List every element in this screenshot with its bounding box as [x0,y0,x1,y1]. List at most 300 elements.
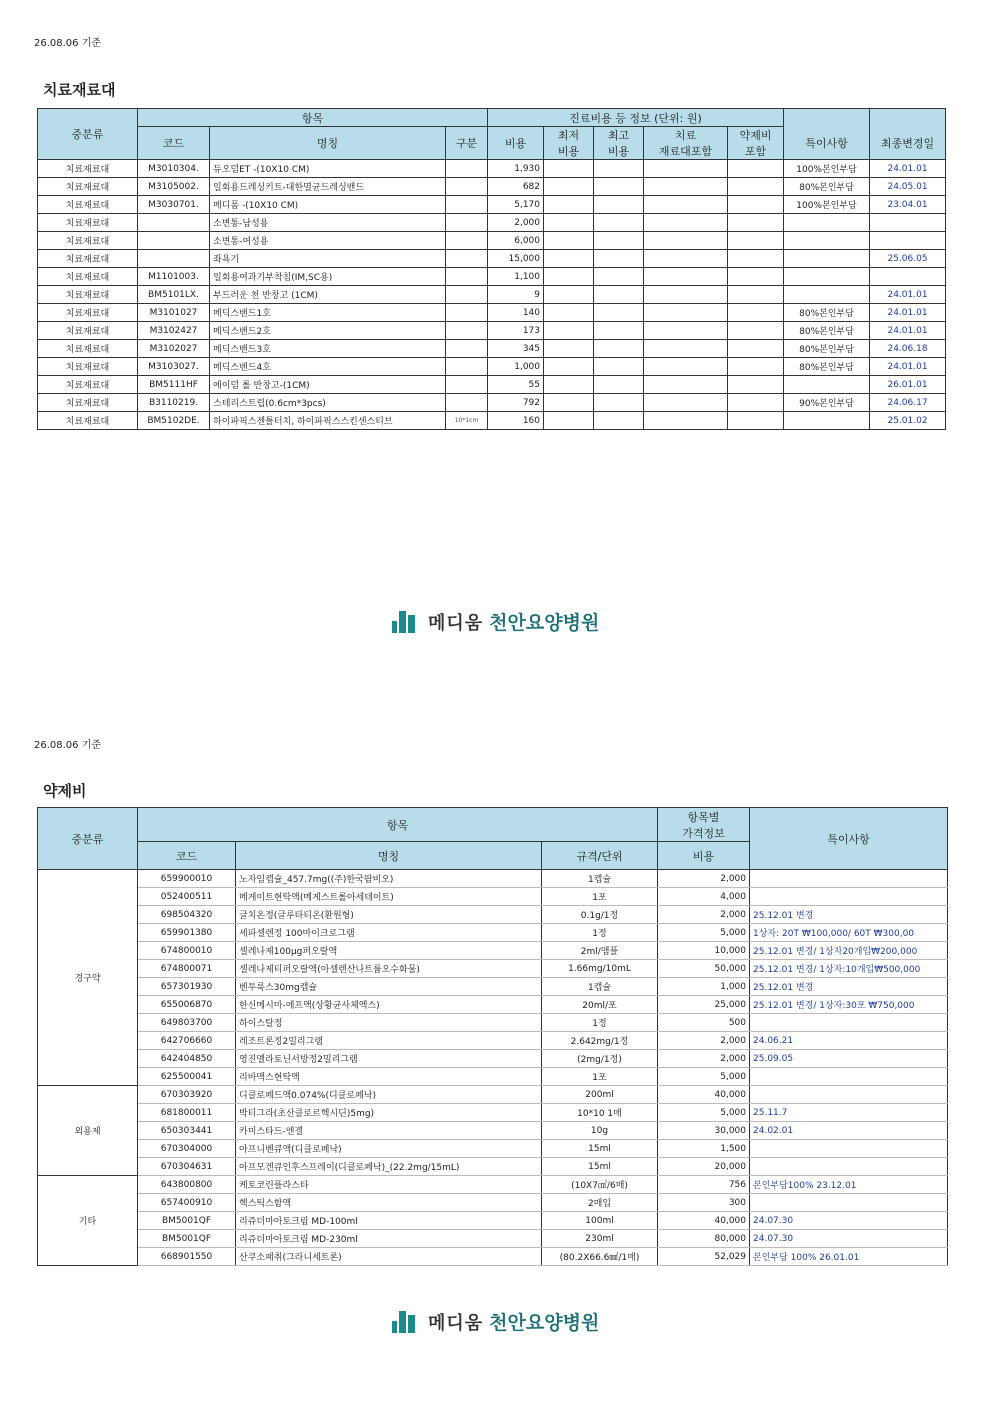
note-cell [750,1068,948,1086]
category-cell: 치료재료대 [38,250,138,268]
code-cell: 681800011 [138,1104,236,1122]
min-cost-cell [544,232,594,250]
header-cost-info: 진료비용 등 정보 (단위: 원) [488,109,784,127]
spec-cell: 2.642mg/1정 [542,1032,658,1050]
note-cell: 25.12.01 변경/ 1상자20개입₩200,000 [750,942,948,960]
type-cell [446,376,488,394]
category-cell: 치료재료대 [38,268,138,286]
header-item: 항목 [138,109,488,127]
max-cost-cell [594,394,644,412]
cost-cell: 50,000 [658,960,750,978]
note-cell [784,268,870,286]
table-row [38,1050,948,1068]
category-cell: 경구약 [38,870,138,1086]
name-cell: 하이스탈정 [236,1014,542,1032]
drug-incl-cell [728,250,784,268]
material-incl-cell [644,376,728,394]
name-cell: 소변통-여성용 [210,232,446,250]
name-cell: 리쥬더마아토크림 MD-100ml [236,1212,542,1230]
note-cell: 100%본인부담 [784,196,870,214]
name-cell: 글치온정(글루타티온(환원형) [236,906,542,924]
min-cost-cell [544,214,594,232]
note-cell: 25.12.01 변경/ 1상자:10개입₩500,000 [750,960,948,978]
name-cell: 셀레나제티퍼오랄액(아셀렌산나트륨오수화물) [236,960,542,978]
logo-hospital: 천안요양병원 [489,1312,600,1334]
material-incl-cell [644,250,728,268]
note-cell: 24.07.30 [750,1230,948,1248]
category-cell: 치료재료대 [38,160,138,178]
logo-brand: 메디움 [428,612,484,634]
name-cell: 아프모겐큐인후스프레이(디클로페낙)_(22.2mg/15mL) [236,1158,542,1176]
cost-cell: 1,000 [488,358,544,376]
material-incl-cell [644,322,728,340]
min-cost-cell [544,160,594,178]
type-cell [446,214,488,232]
material-incl-cell [644,412,728,430]
material-incl-cell [644,286,728,304]
note-cell: 1상자: 20T ₩100,000/ 60T ₩300,00 [750,924,948,942]
cost-cell: 10,000 [658,942,750,960]
name-cell: 메게이트현탁액(메게스트롤아세테이트) [236,888,542,906]
cost-cell: 1,000 [658,978,750,996]
cost-cell: 80,000 [658,1230,750,1248]
name-cell: 좌욕기 [210,250,446,268]
note-cell [750,888,948,906]
name-cell: 일회용여과기부착침(IM,SC용) [210,268,446,286]
name-cell: 리쥬더마아토크림 MD-230ml [236,1230,542,1248]
name-cell: 듀오덤ET -(10X10 CM) [210,160,446,178]
max-cost-cell [594,268,644,286]
name-cell: 소변통-남성용 [210,214,446,232]
drug-incl-cell [728,304,784,322]
code-cell: B3110219. [138,394,210,412]
code-cell: M3103027. [138,358,210,376]
header-min-cost: 최저 비용 [544,127,594,160]
code-cell: 659901380 [138,924,236,942]
note-cell [750,1140,948,1158]
header-material-incl: 치료 재료대포함 [644,127,728,160]
last-changed-cell: 23.04.01 [870,196,946,214]
name-cell: 세파셀렌정 100마이크로그램 [236,924,542,942]
table-row [38,178,946,196]
note-cell [750,1158,948,1176]
category-cell: 치료재료대 [38,412,138,430]
logo-mark-icon [392,611,422,633]
min-cost-cell [544,250,594,268]
max-cost-cell [594,196,644,214]
table-row [38,250,946,268]
name-cell: 메딕스밴드2호 [210,322,446,340]
header-code: 코드 [138,127,210,160]
table-row [38,1176,948,1194]
name-cell: 노자임캡슐_457.7mg((주)한국팜비오) [236,870,542,888]
table-row [38,1212,948,1230]
header2-category: 중분류 [38,808,138,870]
treatment-material-table [37,108,946,430]
table-row [38,214,946,232]
type-cell [446,322,488,340]
code-cell: M3030701. [138,196,210,214]
cost-cell: 1,500 [658,1140,750,1158]
cost-cell: 5,000 [658,924,750,942]
cost-cell: 5,000 [658,1104,750,1122]
code-cell: BM5001QF [138,1212,236,1230]
header2-item: 항목 [138,808,658,842]
spec-cell: 1캡슐 [542,870,658,888]
type-cell [446,178,488,196]
max-cost-cell [594,304,644,322]
min-cost-cell [544,178,594,196]
code-cell: 670304000 [138,1140,236,1158]
cost-cell: 2,000 [658,870,750,888]
header-type: 구분 [446,127,488,160]
category-cell: 외용제 [38,1086,138,1176]
note-cell [750,1194,948,1212]
last-changed-cell: 24.01.01 [870,160,946,178]
cost-cell: 1,930 [488,160,544,178]
code-cell: M3102427 [138,322,210,340]
table-row [38,358,946,376]
code-cell: 655006870 [138,996,236,1014]
spec-cell: 1캡슐 [542,978,658,996]
note-cell: 25.12.01 변경 [750,978,948,996]
cost-cell: 140 [488,304,544,322]
cost-cell: 792 [488,394,544,412]
drug-incl-cell [728,322,784,340]
category-cell: 치료재료대 [38,232,138,250]
spec-cell: 1포 [542,888,658,906]
max-cost-cell [594,340,644,358]
min-cost-cell [544,394,594,412]
table-row [38,322,946,340]
note-cell [784,376,870,394]
table-row [38,906,948,924]
category-cell: 치료재료대 [38,376,138,394]
note-cell: 본인부담100% 23.12.01 [750,1176,948,1194]
material-incl-cell [644,340,728,358]
note-cell: 100%본인부담 [784,160,870,178]
last-changed-cell [870,232,946,250]
min-cost-cell [544,340,594,358]
note-cell: 24.07.30 [750,1212,948,1230]
code-cell: BM5001QF [138,1230,236,1248]
table-row [38,340,946,358]
code-cell: M1101003. [138,268,210,286]
category-cell: 치료재료대 [38,358,138,376]
header2-price-info: 항목별 가격정보 [658,808,750,842]
spec-cell: 2ml/앰플 [542,942,658,960]
table-row [38,960,948,978]
code-cell: 657400910 [138,1194,236,1212]
cost-cell: 15,000 [488,250,544,268]
name-cell: 셀레나제100μg퍼오랄액 [236,942,542,960]
cost-cell: 173 [488,322,544,340]
last-changed-cell: 25.01.02 [870,412,946,430]
last-changed-cell: 26.01.01 [870,376,946,394]
note-cell: 25.09.05 [750,1050,948,1068]
spec-cell: 2매입 [542,1194,658,1212]
last-changed-cell: 24.01.01 [870,304,946,322]
header2-name: 명칭 [236,842,542,870]
header2-spec: 규격/단위 [542,842,658,870]
name-cell: 부드러운 천 반창고 (1CM) [210,286,446,304]
max-cost-cell [594,412,644,430]
cost-cell: 2,000 [658,906,750,924]
code-cell: 642706660 [138,1032,236,1050]
last-changed-cell: 24.01.01 [870,322,946,340]
min-cost-cell [544,304,594,322]
category-cell: 치료재료대 [38,214,138,232]
table-row [38,394,946,412]
table-row [38,870,948,888]
table-row [38,1032,948,1050]
note-cell: 90%본인부담 [784,394,870,412]
min-cost-cell [544,286,594,304]
name-cell: 디클로페드액0.074%(디클로페낙) [236,1086,542,1104]
name-cell: 카미스타드-엔겔 [236,1122,542,1140]
header-max-cost: 최고 비용 [594,127,644,160]
table-row [38,1122,948,1140]
category-cell: 기타 [38,1176,138,1266]
cost-cell: 756 [658,1176,750,1194]
note-cell [784,286,870,304]
spec-cell: (2mg/1정) [542,1050,658,1068]
header-last-top [870,109,946,127]
header-cost: 비용 [488,127,544,160]
cost-cell: 500 [658,1014,750,1032]
note-cell [784,250,870,268]
table-row [38,304,946,322]
drug-fee-table [37,807,948,1266]
code-cell: 674800071 [138,960,236,978]
cost-cell: 300 [658,1194,750,1212]
table-row [38,942,948,960]
code-cell: 657301930 [138,978,236,996]
header2-cost: 비용 [658,842,750,870]
min-cost-cell [544,358,594,376]
note-cell: 25.12.01 변경 [750,906,948,924]
type-cell: 10*1cm [446,412,488,430]
cost-cell: 5,000 [658,1068,750,1086]
note-cell: 80%본인부담 [784,304,870,322]
note-cell: 본인부담 100% 26.01.01 [750,1248,948,1266]
header2-code: 코드 [138,842,236,870]
code-cell: 668901550 [138,1248,236,1266]
category-cell: 치료재료대 [38,196,138,214]
name-cell: 메딕스밴드4호 [210,358,446,376]
spec-cell: 0.1g/1정 [542,906,658,924]
code-cell: 674800010 [138,942,236,960]
note-cell: 80%본인부담 [784,322,870,340]
material-incl-cell [644,358,728,376]
table-row [38,160,946,178]
cost-cell: 4,000 [658,888,750,906]
header-note: 특이사항 [784,127,870,160]
type-cell [446,268,488,286]
table-row [38,1140,948,1158]
code-cell: 649803700 [138,1014,236,1032]
note-cell [750,870,948,888]
category-cell: 치료재료대 [38,286,138,304]
cost-cell: 9 [488,286,544,304]
drug-incl-cell [728,358,784,376]
header-last-changed: 최종변경일 [870,127,946,160]
header-category: 중분류 [38,109,138,160]
table-row [38,1014,948,1032]
max-cost-cell [594,160,644,178]
min-cost-cell [544,322,594,340]
spec-cell: 10g [542,1122,658,1140]
name-cell: 메딕스밴드1호 [210,304,446,322]
spec-cell: (10X7㎠/6매) [542,1176,658,1194]
header2-note: 특이사항 [750,808,948,870]
spec-cell: 15ml [542,1158,658,1176]
last-changed-cell: 24.06.17 [870,394,946,412]
spec-cell: 1.66mg/10mL [542,960,658,978]
code-cell: 643800800 [138,1176,236,1194]
code-cell: 698504320 [138,906,236,924]
type-cell [446,232,488,250]
category-cell: 치료재료대 [38,394,138,412]
max-cost-cell [594,286,644,304]
min-cost-cell [544,376,594,394]
max-cost-cell [594,232,644,250]
cost-cell: 6,000 [488,232,544,250]
cost-cell: 52,029 [658,1248,750,1266]
header-note-top [784,109,870,127]
type-cell [446,160,488,178]
cost-cell: 40,000 [658,1212,750,1230]
max-cost-cell [594,322,644,340]
header-name: 명칭 [210,127,446,160]
code-cell: 659900010 [138,870,236,888]
cost-cell: 682 [488,178,544,196]
min-cost-cell [544,268,594,286]
spec-cell: 200ml [542,1086,658,1104]
logo-brand: 메디움 [428,1312,484,1334]
cost-cell: 2,000 [658,1050,750,1068]
code-cell: M3010304. [138,160,210,178]
cost-cell: 20,000 [658,1158,750,1176]
cost-cell: 2,000 [488,214,544,232]
last-changed-cell: 24.01.01 [870,286,946,304]
note-cell: 80%본인부담 [784,178,870,196]
note-cell [750,1014,948,1032]
material-incl-cell [644,232,728,250]
cost-cell: 2,000 [658,1032,750,1050]
table-row [38,232,946,250]
spec-cell: 1정 [542,1014,658,1032]
max-cost-cell [594,214,644,232]
spec-cell: 10*10 1매 [542,1104,658,1122]
code-cell: 670304631 [138,1158,236,1176]
table-row [38,1068,948,1086]
note-cell: 25.11.7 [750,1104,948,1122]
hospital-logo [392,608,599,635]
page1-date: 26.08.06 기준 [34,38,102,49]
table-row [38,978,948,996]
last-changed-cell: 24.06.18 [870,340,946,358]
note-cell: 24.02.01 [750,1122,948,1140]
note-cell: 25.12.01 변경/ 1상자:30포 ₩750,000 [750,996,948,1014]
type-cell [446,394,488,412]
code-cell: BM5101LX. [138,286,210,304]
hospital-logo-2 [392,1308,599,1335]
spec-cell: 1정 [542,924,658,942]
table-row [38,924,948,942]
table-row [38,196,946,214]
code-cell: M3105002. [138,178,210,196]
note-cell: 80%본인부담 [784,340,870,358]
code-cell [138,214,210,232]
cost-cell: 55 [488,376,544,394]
table-row [38,996,948,1014]
last-changed-cell [870,214,946,232]
cost-cell: 1,100 [488,268,544,286]
last-changed-cell: 24.01.01 [870,358,946,376]
name-cell: 벤투룩스30mg캡슐 [236,978,542,996]
table-row [38,1248,948,1266]
drug-incl-cell [728,232,784,250]
page2-title: 약제비 [43,782,87,800]
name-cell: 아프니벤큐액(디클로페낙) [236,1140,542,1158]
drug-incl-cell [728,376,784,394]
drug-incl-cell [728,268,784,286]
cost-cell: 30,000 [658,1122,750,1140]
table-row [38,1230,948,1248]
drug-incl-cell [728,412,784,430]
last-changed-cell: 25.06.05 [870,250,946,268]
type-cell [446,286,488,304]
code-cell: 052400511 [138,888,236,906]
table-row [38,286,946,304]
min-cost-cell [544,196,594,214]
cost-cell: 5,170 [488,196,544,214]
drug-incl-cell [728,160,784,178]
last-changed-cell: 24.05.01 [870,178,946,196]
max-cost-cell [594,250,644,268]
code-cell: BM5111HF [138,376,210,394]
material-incl-cell [644,214,728,232]
table-row [38,1158,948,1176]
cost-cell: 160 [488,412,544,430]
cost-cell: 40,000 [658,1086,750,1104]
min-cost-cell [544,412,594,430]
code-cell: BM5102DE. [138,412,210,430]
name-cell: 영진멜라토닌서방정2밀리그램 [236,1050,542,1068]
material-incl-cell [644,394,728,412]
name-cell: 헥스틱스함액 [236,1194,542,1212]
page2-date: 26.08.06 기준 [34,740,102,751]
spec-cell: 15ml [542,1140,658,1158]
name-cell: 케토코린플라스타 [236,1176,542,1194]
page1-title: 치료재료대 [43,81,116,99]
header-drug-incl: 약제비 포함 [728,127,784,160]
drug-incl-cell [728,178,784,196]
drug-incl-cell [728,214,784,232]
logo-hospital: 천안요양병원 [489,612,600,634]
name-cell: 박티그라(초산클로르헥시딘)5mg) [236,1104,542,1122]
type-cell [446,304,488,322]
table-row [38,888,948,906]
material-incl-cell [644,268,728,286]
note-cell [784,232,870,250]
spec-cell: 100ml [542,1212,658,1230]
category-cell: 치료재료대 [38,178,138,196]
name-cell: 메딕스밴드3호 [210,340,446,358]
name-cell: 산쿠소패취(그라니세트론) [236,1248,542,1266]
material-incl-cell [644,304,728,322]
